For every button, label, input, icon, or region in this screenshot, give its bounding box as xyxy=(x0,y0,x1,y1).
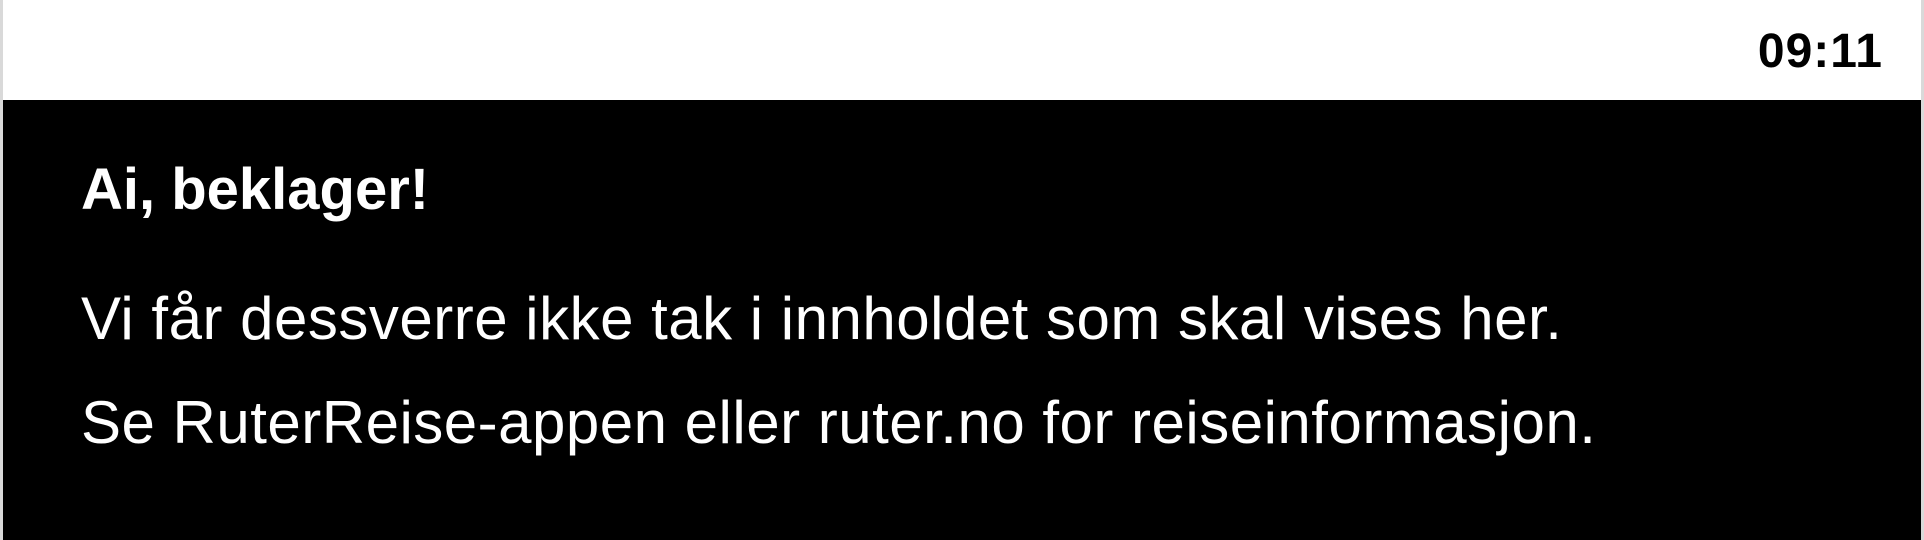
clock-time: 09:11 xyxy=(1757,25,1883,78)
error-line-unavailable: Vi får dessverre ikke tak i innholdet som skal vises her. xyxy=(81,285,1563,352)
top-status-bar xyxy=(3,0,1921,100)
error-message-panel xyxy=(3,100,1921,540)
error-line-alternative-info: Se RuterReise-appen eller ruter.no for reiseinformasjon. xyxy=(81,389,1597,456)
error-title: Ai, beklager! xyxy=(81,157,430,222)
